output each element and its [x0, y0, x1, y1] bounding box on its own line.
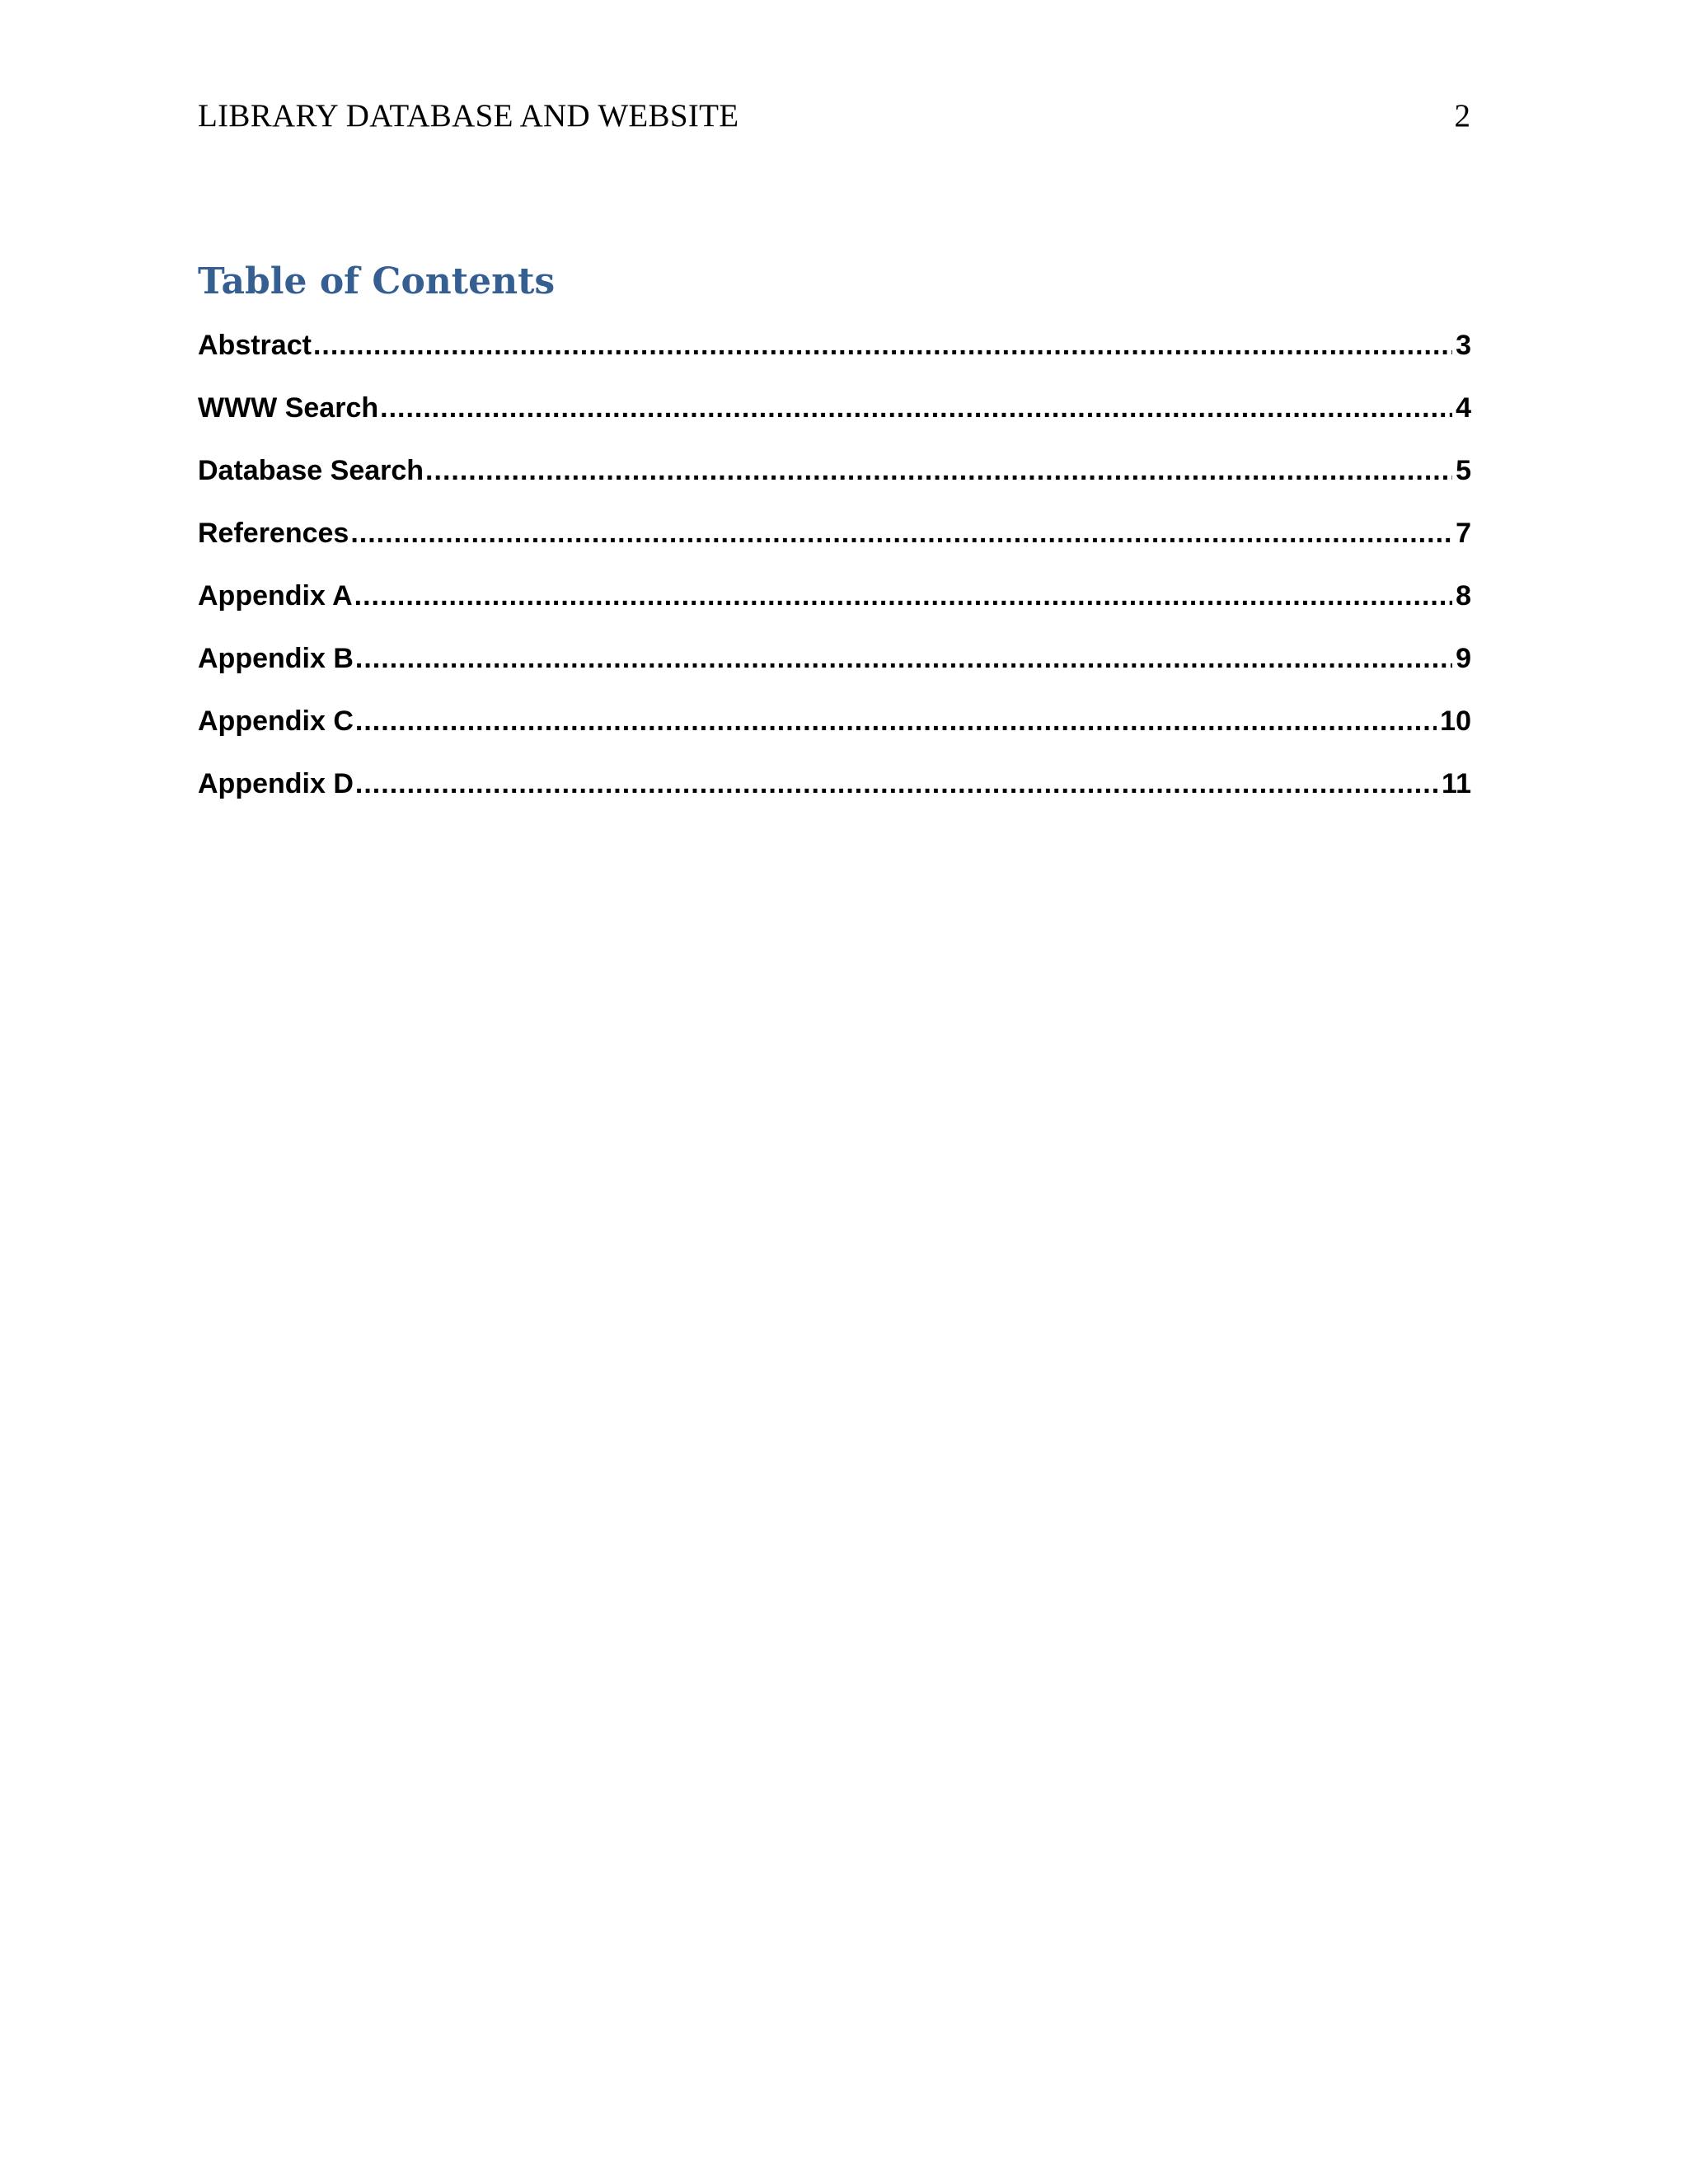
toc-entry-page: 11	[1442, 768, 1471, 799]
toc-dot-leader	[313, 330, 1452, 362]
toc-entry-appendix-b[interactable]	[198, 643, 1471, 705]
toc-entry-page: 10	[1440, 705, 1471, 737]
toc-entry-label: Database Search	[198, 455, 424, 486]
toc-dot-leader	[425, 455, 1452, 487]
toc-dot-leader	[355, 705, 1437, 738]
toc-dot-leader	[355, 768, 1438, 800]
toc-dot-leader	[350, 518, 1452, 550]
toc-entry-page: 5	[1456, 455, 1471, 486]
toc-entry-page: 9	[1456, 643, 1471, 674]
toc-entry-appendix-d[interactable]	[198, 768, 1471, 831]
running-head: LIBRARY DATABASE AND WEBSITE	[198, 98, 739, 134]
toc-entry-appendix-c[interactable]	[198, 705, 1471, 768]
toc-entry-database-search[interactable]	[198, 455, 1471, 518]
toc-entry-page: 4	[1456, 392, 1471, 424]
toc-title: Table of Contents	[198, 260, 556, 302]
toc-dot-leader	[380, 392, 1452, 424]
page-number: 2	[1454, 98, 1470, 134]
toc-entry-label: Appendix C	[198, 705, 354, 737]
toc-entry-label: Appendix B	[198, 643, 354, 674]
toc-entry-label: Abstract	[198, 330, 312, 361]
toc-entry-label: References	[198, 518, 349, 549]
toc-entry-page: 3	[1456, 330, 1471, 361]
toc-entry-label: Appendix D	[198, 768, 354, 799]
toc-list	[198, 330, 1471, 831]
toc-entry-appendix-a[interactable]	[198, 580, 1471, 643]
toc-entry-page: 8	[1456, 580, 1471, 612]
toc-entry-label: WWW Search	[198, 392, 379, 424]
toc-entry-www-search[interactable]	[198, 392, 1471, 455]
toc-dot-leader	[354, 580, 1452, 612]
toc-entry-abstract[interactable]	[198, 330, 1471, 392]
toc-entry-references[interactable]	[198, 518, 1471, 580]
toc-entry-label: Appendix A	[198, 580, 353, 612]
toc-dot-leader	[355, 643, 1452, 675]
toc-entry-page: 7	[1456, 518, 1471, 549]
